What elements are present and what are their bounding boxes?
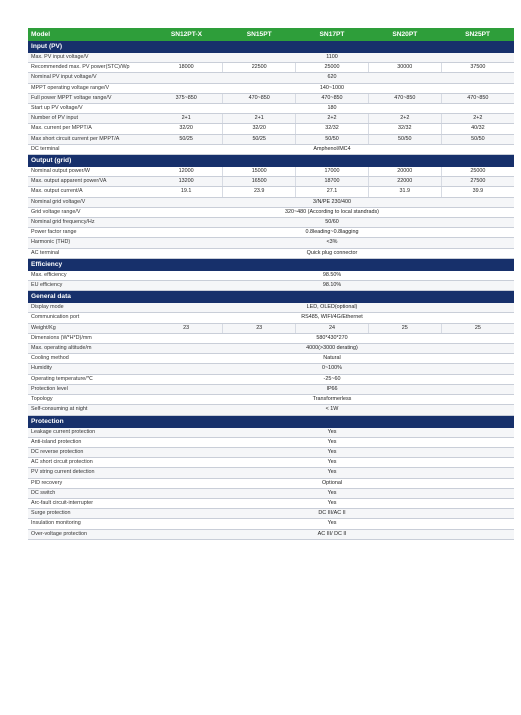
spec-row <box>28 428 514 438</box>
spec-value: 375~850 <box>150 93 223 103</box>
spec-row <box>28 364 514 374</box>
spec-label: Leakage current protection <box>28 428 150 438</box>
spec-value: IP66 <box>150 384 514 394</box>
header-sn15pt: SN15PT <box>223 28 296 41</box>
spec-label: Arc-fault circuit-interrupter <box>28 498 150 508</box>
spec-row <box>28 313 514 323</box>
spec-label: Number of PV input <box>28 114 150 124</box>
spec-value: 2+2 <box>296 114 369 124</box>
spec-label: Over-voltage protection <box>28 529 150 539</box>
spec-value: Transformerless <box>150 395 514 405</box>
spec-label: Max. output apparent power/VA <box>28 177 150 187</box>
spec-label: DC reverse protection <box>28 447 150 457</box>
spec-row <box>28 447 514 457</box>
header-sn25pt: SN25PT <box>441 28 514 41</box>
spec-value: Yes <box>150 468 514 478</box>
spec-row <box>28 228 514 238</box>
spec-value: 17000 <box>296 167 369 177</box>
spec-value: Yes <box>150 488 514 498</box>
spec-value: 27500 <box>441 177 514 187</box>
spec-row <box>28 478 514 488</box>
spec-value: 3/N/PE 230/400 <box>150 197 514 207</box>
spec-body <box>28 41 514 539</box>
spec-value: Yes <box>150 498 514 508</box>
spec-value: 25 <box>368 323 441 333</box>
spec-value: 470~850 <box>368 93 441 103</box>
spec-label: PV string current detection <box>28 468 150 478</box>
spec-row <box>28 83 514 93</box>
spec-label: Weight/Kg <box>28 323 150 333</box>
spec-value: Natural <box>150 354 514 364</box>
spec-value: 24 <box>296 323 369 333</box>
spec-label: Communication port <box>28 313 150 323</box>
spec-value: 180 <box>150 104 514 114</box>
spec-label: DC switch <box>28 488 150 498</box>
spec-row <box>28 281 514 291</box>
section-title: Efficiency <box>28 258 514 271</box>
spec-row <box>28 468 514 478</box>
spec-value: DC III/AC II <box>150 509 514 519</box>
spec-value: 16500 <box>223 177 296 187</box>
spec-value: 23 <box>150 323 223 333</box>
spec-value: 620 <box>150 73 514 83</box>
spec-value: 50/50 <box>296 134 369 144</box>
section-title: General data <box>28 291 514 304</box>
spec-label: Display mode <box>28 303 150 313</box>
spec-value: 37500 <box>441 63 514 73</box>
section-title: Output (grid) <box>28 155 514 168</box>
spec-row <box>28 124 514 134</box>
spec-value: LED, OLED(optional) <box>150 303 514 313</box>
spec-value: 2+1 <box>223 114 296 124</box>
spec-row <box>28 303 514 313</box>
spec-row <box>28 63 514 73</box>
spec-label: Dimensions (W*H*D)/mm <box>28 333 150 343</box>
spec-label: Max. output current/A <box>28 187 150 197</box>
spec-row <box>28 144 514 154</box>
spec-row <box>28 529 514 539</box>
spec-value: 13200 <box>150 177 223 187</box>
spec-row <box>28 509 514 519</box>
spec-row <box>28 437 514 447</box>
spec-value: 25000 <box>296 63 369 73</box>
spec-label: Max. PV input voltage/V <box>28 53 150 63</box>
spec-label: DC terminal <box>28 144 150 154</box>
spec-value: 580*430*270 <box>150 333 514 343</box>
spec-value: 18000 <box>150 63 223 73</box>
section-header <box>28 258 514 271</box>
spec-value: 31.9 <box>368 187 441 197</box>
spec-label: EU efficiency <box>28 281 150 291</box>
spec-sheet <box>28 28 514 540</box>
spec-label: AC short circuit protection <box>28 458 150 468</box>
spec-value: 50/60 <box>150 218 514 228</box>
spec-row <box>28 93 514 103</box>
spec-label: Grid voltage range/V <box>28 207 150 217</box>
spec-row <box>28 134 514 144</box>
spec-value: 470~850 <box>441 93 514 103</box>
section-title: Input (PV) <box>28 41 514 53</box>
spec-value: 15000 <box>223 167 296 177</box>
spec-label: Surge protection <box>28 509 150 519</box>
spec-value: Quick plug connector <box>150 248 514 258</box>
spec-row <box>28 271 514 281</box>
spec-label: Nominal grid frequency/Hz <box>28 218 150 228</box>
spec-row <box>28 344 514 354</box>
spec-value: 2+2 <box>368 114 441 124</box>
spec-row <box>28 395 514 405</box>
section-title: Protection <box>28 415 514 428</box>
spec-row <box>28 73 514 83</box>
header-sn20pt: SN20PT <box>368 28 441 41</box>
header-sn17pt: SN17PT <box>296 28 369 41</box>
spec-value: -25~60 <box>150 374 514 384</box>
spec-value: 19.1 <box>150 187 223 197</box>
spec-label: Insulation monitoring <box>28 519 150 529</box>
spec-value: 98.10% <box>150 281 514 291</box>
spec-value: 140~1000 <box>150 83 514 93</box>
spec-row <box>28 323 514 333</box>
spec-value: AC III/ DC II <box>150 529 514 539</box>
spec-row <box>28 197 514 207</box>
spec-label: Nominal PV input voltage/V <box>28 73 150 83</box>
spec-value: Amphenol/MC4 <box>150 144 514 154</box>
spec-value: 40/32 <box>441 124 514 134</box>
spec-label: MPPT operating voltage range/V <box>28 83 150 93</box>
spec-value: 98.50% <box>150 271 514 281</box>
spec-value: 2+1 <box>150 114 223 124</box>
spec-label: Full power MPPT voltage range/V <box>28 93 150 103</box>
spec-value: 0.8leading~0.8lagging <box>150 228 514 238</box>
spec-label: Nominal grid voltage/V <box>28 197 150 207</box>
spec-table <box>28 28 514 540</box>
spec-value: 470~850 <box>296 93 369 103</box>
spec-value: 23 <box>223 323 296 333</box>
spec-label: Self-consuming at night <box>28 405 150 415</box>
spec-value: 18700 <box>296 177 369 187</box>
spec-row <box>28 177 514 187</box>
section-header <box>28 41 514 53</box>
spec-label: Power factor range <box>28 228 150 238</box>
spec-label: Operating temperature/℃ <box>28 374 150 384</box>
spec-label: Topology <box>28 395 150 405</box>
spec-value: 39.9 <box>441 187 514 197</box>
spec-value: 470~850 <box>223 93 296 103</box>
spec-label: Recommended max. PV power(STC)/Wp <box>28 63 150 73</box>
spec-row <box>28 458 514 468</box>
spec-value: 27.1 <box>296 187 369 197</box>
spec-label: Harmonic (THD) <box>28 238 150 248</box>
spec-value: 32/32 <box>368 124 441 134</box>
spec-value: 32/32 <box>296 124 369 134</box>
section-header <box>28 155 514 168</box>
spec-row <box>28 354 514 364</box>
spec-label: Cooling method <box>28 354 150 364</box>
spec-label: Max. operating altitude/m <box>28 344 150 354</box>
header-row <box>28 28 514 41</box>
spec-row <box>28 207 514 217</box>
spec-row <box>28 333 514 343</box>
spec-value: 2+2 <box>441 114 514 124</box>
spec-value: Yes <box>150 519 514 529</box>
spec-value: 20000 <box>368 167 441 177</box>
spec-label: Start up PV voltage/V <box>28 104 150 114</box>
spec-label: Max short circuit current per MPPT/A <box>28 134 150 144</box>
spec-row <box>28 218 514 228</box>
spec-row <box>28 104 514 114</box>
spec-label: AC terminal <box>28 248 150 258</box>
section-header <box>28 415 514 428</box>
spec-row <box>28 238 514 248</box>
spec-value: 22500 <box>223 63 296 73</box>
spec-label: Max. efficiency <box>28 271 150 281</box>
spec-row <box>28 187 514 197</box>
spec-row <box>28 519 514 529</box>
header-model: Model <box>28 28 150 41</box>
spec-row <box>28 248 514 258</box>
spec-value: Optional <box>150 478 514 488</box>
spec-value: Yes <box>150 458 514 468</box>
spec-value: 30000 <box>368 63 441 73</box>
spec-label: Nominal output power/W <box>28 167 150 177</box>
spec-label: Humidity <box>28 364 150 374</box>
spec-value: 0~100% <box>150 364 514 374</box>
spec-value: Yes <box>150 437 514 447</box>
spec-value: 1100 <box>150 53 514 63</box>
spec-value: 50/50 <box>368 134 441 144</box>
spec-row <box>28 405 514 415</box>
spec-value: 25 <box>441 323 514 333</box>
spec-value: 50/25 <box>150 134 223 144</box>
spec-value: 4000(>3000 derating) <box>150 344 514 354</box>
spec-label: Max. current per MPPT/A <box>28 124 150 134</box>
spec-value: Yes <box>150 447 514 457</box>
spec-value: 320~480 (According to local standrads) <box>150 207 514 217</box>
spec-value: 22000 <box>368 177 441 187</box>
spec-row <box>28 498 514 508</box>
spec-row <box>28 167 514 177</box>
spec-value: 25000 <box>441 167 514 177</box>
spec-label: Anti-island protection <box>28 437 150 447</box>
spec-row <box>28 53 514 63</box>
spec-value: 32/20 <box>150 124 223 134</box>
spec-row <box>28 114 514 124</box>
header-sn12pt-x: SN12PT-X <box>150 28 223 41</box>
spec-label: PID recovery <box>28 478 150 488</box>
spec-row <box>28 374 514 384</box>
spec-value: <3% <box>150 238 514 248</box>
spec-value: 32/20 <box>223 124 296 134</box>
spec-value: 50/25 <box>223 134 296 144</box>
spec-value: < 1W <box>150 405 514 415</box>
spec-value: Yes <box>150 428 514 438</box>
section-header <box>28 291 514 304</box>
spec-value: 50/50 <box>441 134 514 144</box>
spec-row <box>28 384 514 394</box>
spec-row <box>28 488 514 498</box>
spec-label: Protection level <box>28 384 150 394</box>
spec-value: 12000 <box>150 167 223 177</box>
spec-value: 23.9 <box>223 187 296 197</box>
spec-value: RS485, WIFI/4G/Ethernet <box>150 313 514 323</box>
